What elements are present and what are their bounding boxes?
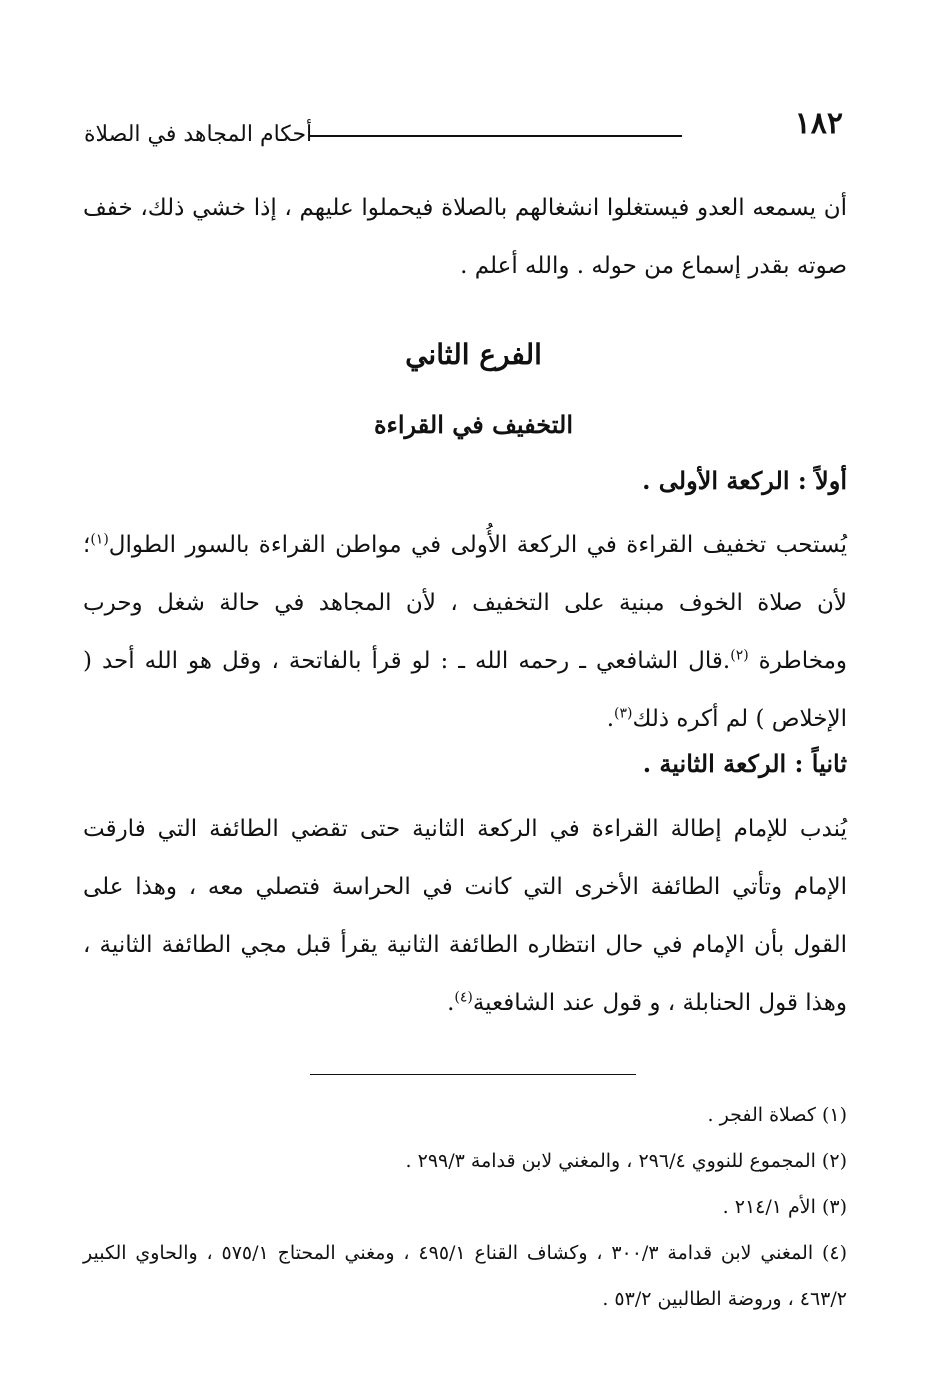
running-title: أحكام المجاهد في الصلاة <box>84 122 313 147</box>
footnote-rule <box>310 1074 636 1075</box>
intro-paragraph: أن يسمعه العدو فيستغلوا انشغالهم بالصلاة فيحملوا عليهم ، إذا خشي ذلك، خفف صوته بقدر إسماع من حوله . والله أعلم . <box>83 195 847 279</box>
first-rakah-heading: أولاً : الركعة الأولى . <box>642 466 847 495</box>
footnote-1: (١) كصلاة الفجر . <box>707 1104 847 1126</box>
paragraph-text: يُندب للإمام إطالة القراءة في الركعة الثانية حتى تقضي الطائفة التي فارقت الإمام وتأتي الطائفة الأخرى التي كانت في الحراسة فتصلي معه ، وهذا على القول بأن الإمام في حال انتظاره الطائفة الثانية يقرأ قبل مجي الطائفة الثانية ، وهذا قول الحنابلة ، و قول عند الشافعية <box>83 816 847 1016</box>
footnote-ref-3[interactable]: (٣) <box>614 705 633 722</box>
second-rakah-heading: ثانياً : الركعة الثانية . <box>642 749 847 778</box>
section-subtitle: التخفيف في القراءة <box>373 410 574 439</box>
footnote-ref-2[interactable]: (٢) <box>730 647 749 664</box>
first-rakah-paragraph <box>83 516 847 748</box>
footnote-3: (٣) الأم ٢١٤/١ . <box>722 1196 847 1218</box>
second-rakah-paragraph <box>83 800 847 1032</box>
footnotes <box>83 1092 847 1322</box>
footnote-2: (٢) المجموع للنووي ٢٩٦/٤ ، والمغني لابن قدامة ٢٩٩/٣ . <box>405 1150 847 1172</box>
header-rule <box>310 135 682 137</box>
paragraph-text: .قال الشافعي ـ رحمه الله ـ : لو قرأ بالفاتحة ، وقل هو الله أحد ( الإخلاص ) لم أكره ذلك <box>83 648 847 732</box>
section-title: الفرع الثاني <box>405 338 542 371</box>
paragraph-text: . <box>447 990 455 1016</box>
footnote-4: (٤) المغني لابن قدامة ٣٠٠/٣ ، وكشاف القناع ٤٩٥/١ ، ومغني المحتاج ٥٧٥/١ ، والحاوي الكبير ٤٦٣/٢ ، وروضة الطالبين ٥٣/٢ . <box>83 1242 848 1310</box>
footnote-ref-4[interactable]: (٤) <box>454 989 473 1006</box>
paragraph-text: ؛ لأن صلاة الخوف مبنية على التخفيف ، لأن المجاهد في حالة شغل وحرب ومخاطرة <box>83 532 848 674</box>
footnote-ref-1[interactable]: (١) <box>90 531 109 548</box>
page-number: ١٨٢ <box>794 106 843 141</box>
paragraph-text: يُستحب تخفيف القراءة في الركعة الأُولى في مواطن القراءة بالسور الطوال <box>108 532 847 558</box>
paragraph-text: . <box>606 706 615 732</box>
